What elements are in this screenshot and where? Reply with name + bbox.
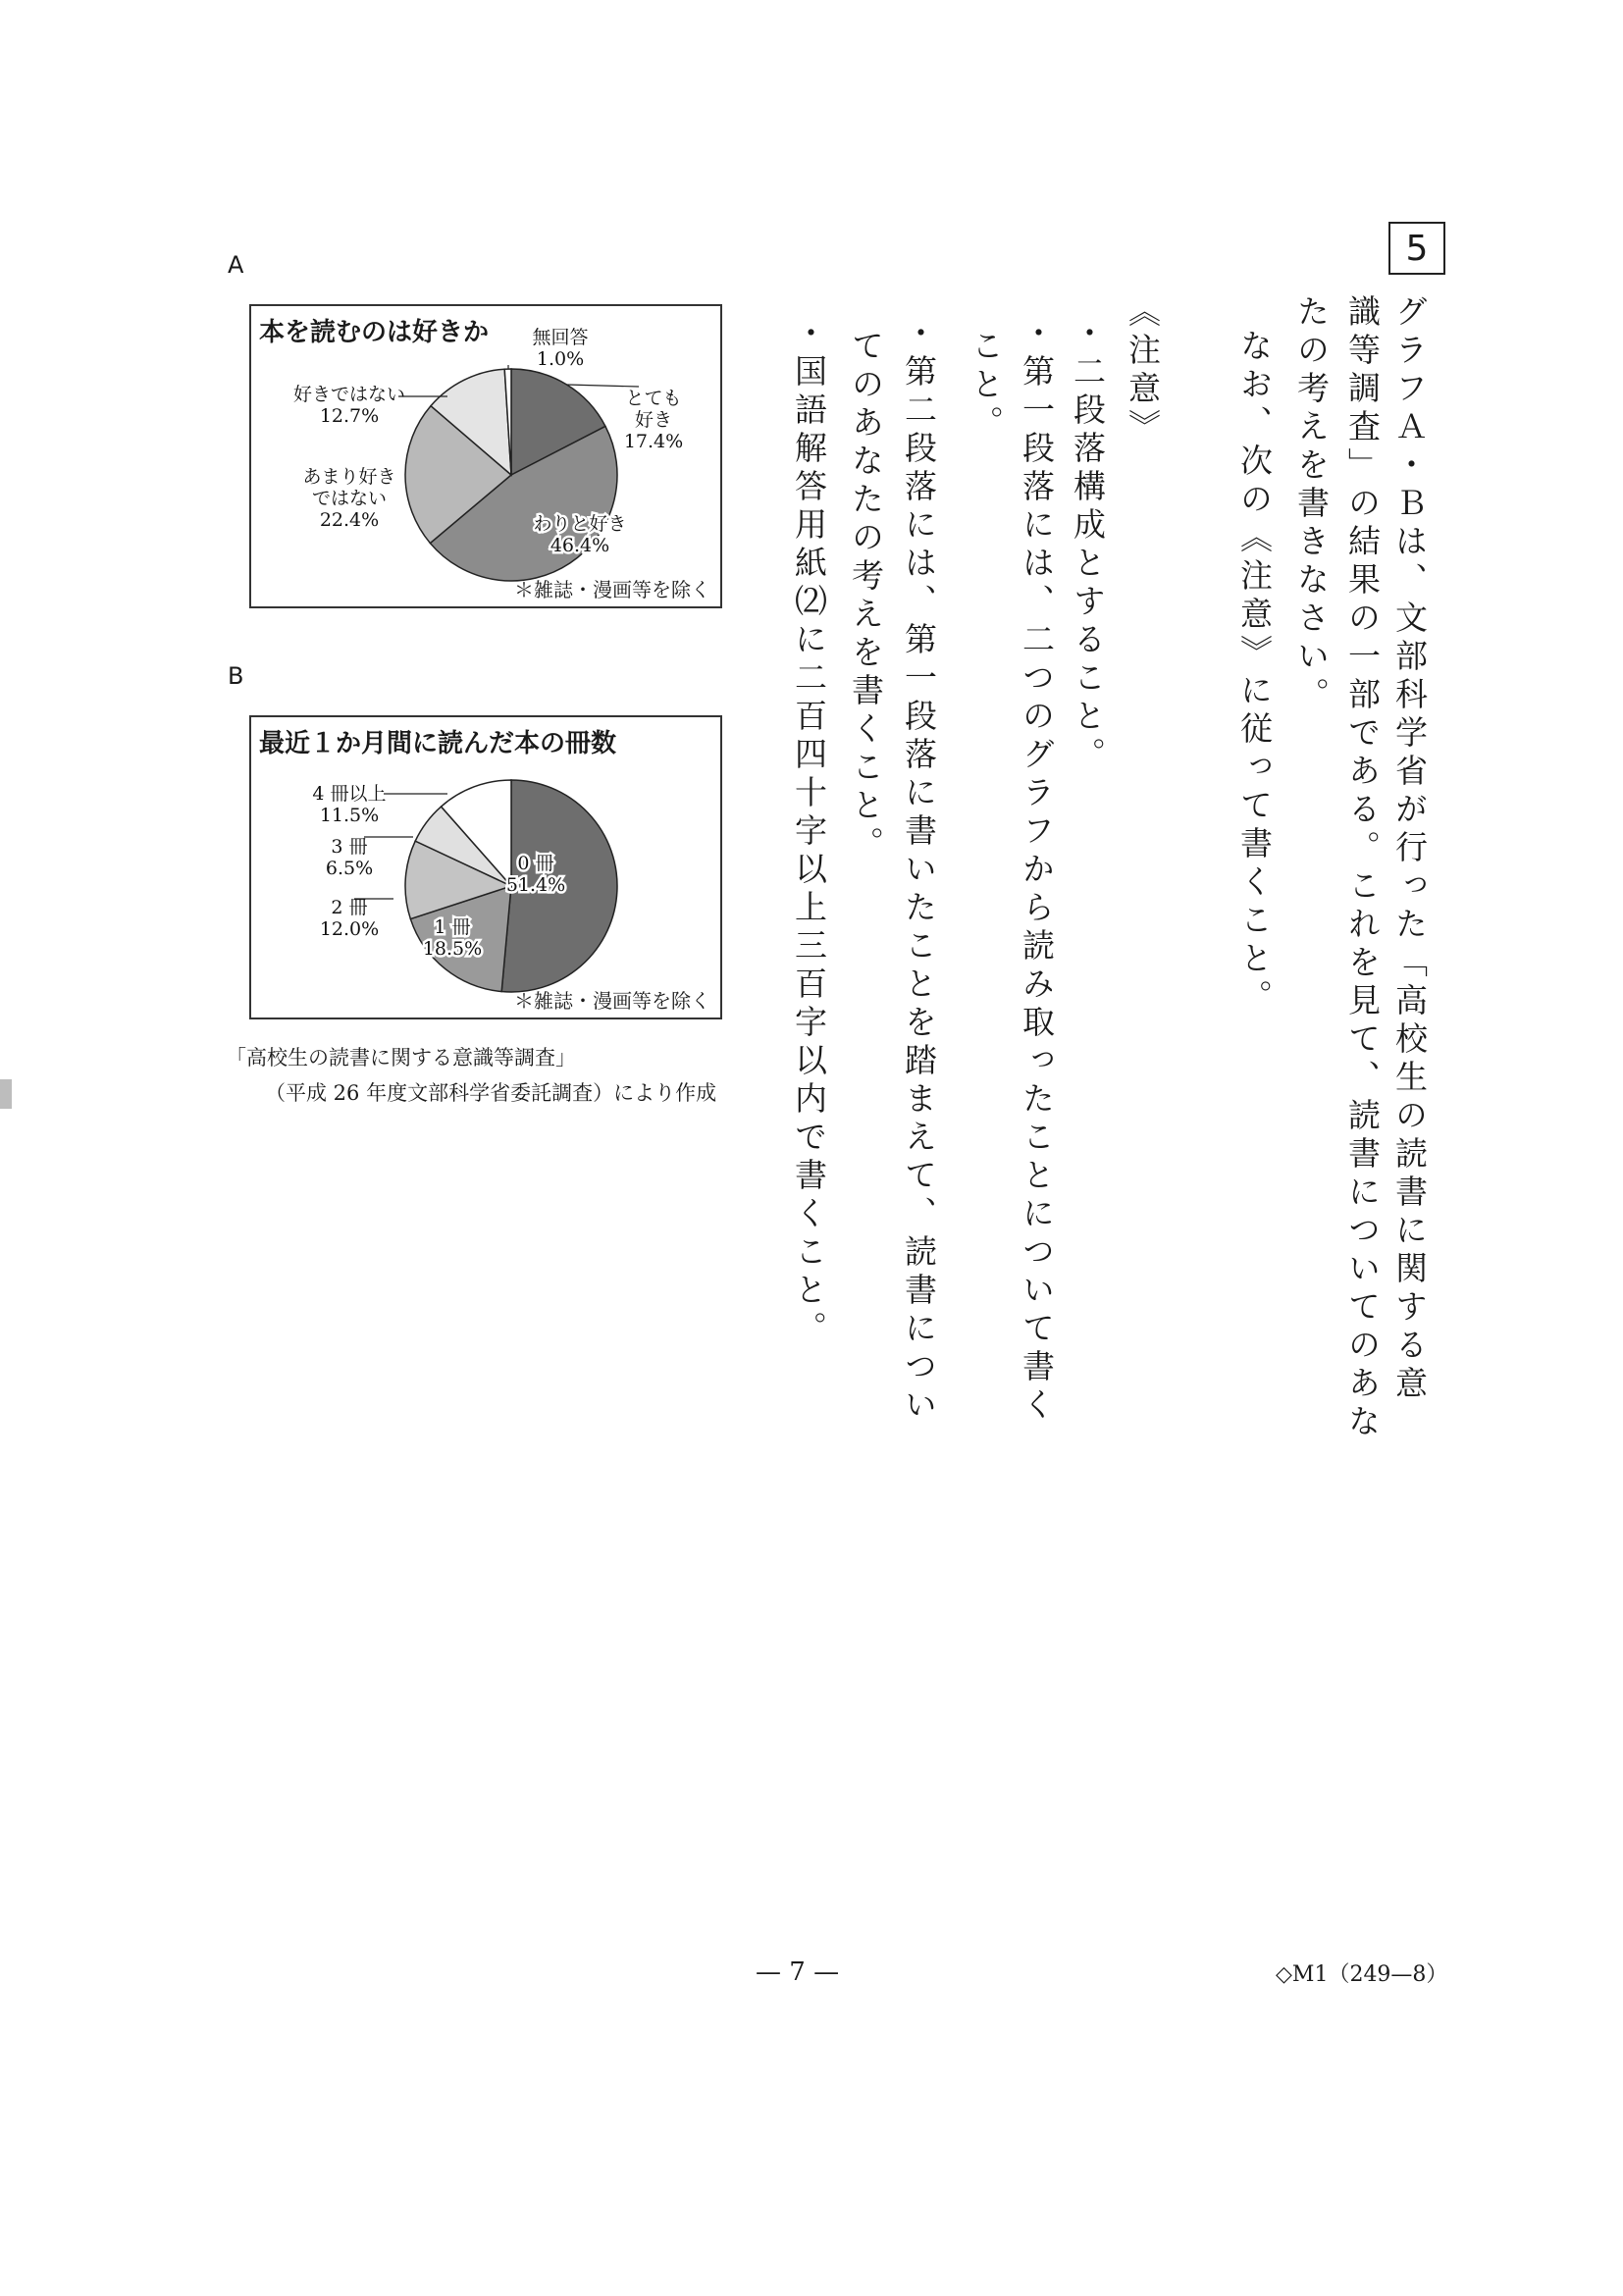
chart-a-label: A: [228, 251, 244, 279]
note-item-4: ・国語解答用紙⑵に二百四十字以上三百字以内で書くこと。: [790, 316, 828, 1349]
leader-line-0: [567, 385, 639, 387]
slice-label-4: 無回答 1.0%: [532, 327, 589, 370]
chart-b-note: ＊雑誌・漫画等を除く: [514, 989, 710, 1013]
chart-a-note: ＊雑誌・漫画等を除く: [514, 578, 710, 601]
question-line-4: なお、次の《注意》に従って書くこと。: [1235, 329, 1274, 1018]
question-number: 5: [1388, 222, 1445, 275]
chart-a-title: 本を読むのは好きか: [259, 318, 490, 347]
note-item-1: ・二段落構成とすること。: [1069, 316, 1107, 775]
slice-label-1: 1 冊 18.5%: [422, 916, 483, 960]
question-line-3: たの考えを書きなさい。: [1292, 294, 1331, 715]
source-line-2: （平成 26 年度文部科学省委託調査）により作成: [265, 1081, 717, 1105]
note-item-3: ・第二段落には、第一段落に書いたことを踏まえて、読書につい: [900, 316, 938, 1426]
exam-code: ◇M1（249—8）: [1276, 1962, 1448, 1987]
slice-label-0: とても好き 17.4%: [623, 388, 684, 452]
note-item-3-cont: てのあなたの考えを書くこと。: [847, 329, 885, 864]
page-number: — 7 —: [756, 1957, 840, 1987]
chart-b-label: B: [228, 662, 244, 690]
question-line-2: 識等調査」の結果の一部である。これを見て、読書についてのあな: [1343, 294, 1382, 1442]
note-item-2-cont: こと。: [967, 329, 1005, 444]
slice-label-0: 0 冊 51.4%: [505, 853, 566, 896]
chart-a-pie: [251, 306, 720, 606]
slice-label-2: あまり好きではない 22.4%: [302, 466, 396, 531]
notes-heading: 《注意》: [1124, 294, 1162, 447]
slice-label-3: 好きではない 12.7%: [292, 384, 406, 427]
slice-label-1: わりと好き 46.4%: [533, 513, 627, 556]
question-line-1: グラフＡ・Ｂは、文部科学省が行った「高校生の読書に関する意: [1390, 294, 1429, 1404]
note-item-2: ・第一段落には、二つのグラフから読み取ったことについて書く: [1018, 316, 1056, 1426]
chart-b-pie: [251, 717, 720, 1018]
chart-b: [249, 715, 722, 1019]
chart-b-title: 最近１か月間に読んだ本の冊数: [259, 729, 617, 758]
scan-mark: [0, 1079, 12, 1109]
slice-label-3: 3 冊 6.5%: [325, 836, 374, 879]
slice-label-4: 4 冊以上 11.5%: [312, 783, 387, 826]
slice-label-2: 2 冊 12.0%: [319, 897, 380, 940]
chart-a: [249, 304, 722, 608]
source-line-1: 「高校生の読書に関する意識等調査」: [226, 1046, 576, 1070]
